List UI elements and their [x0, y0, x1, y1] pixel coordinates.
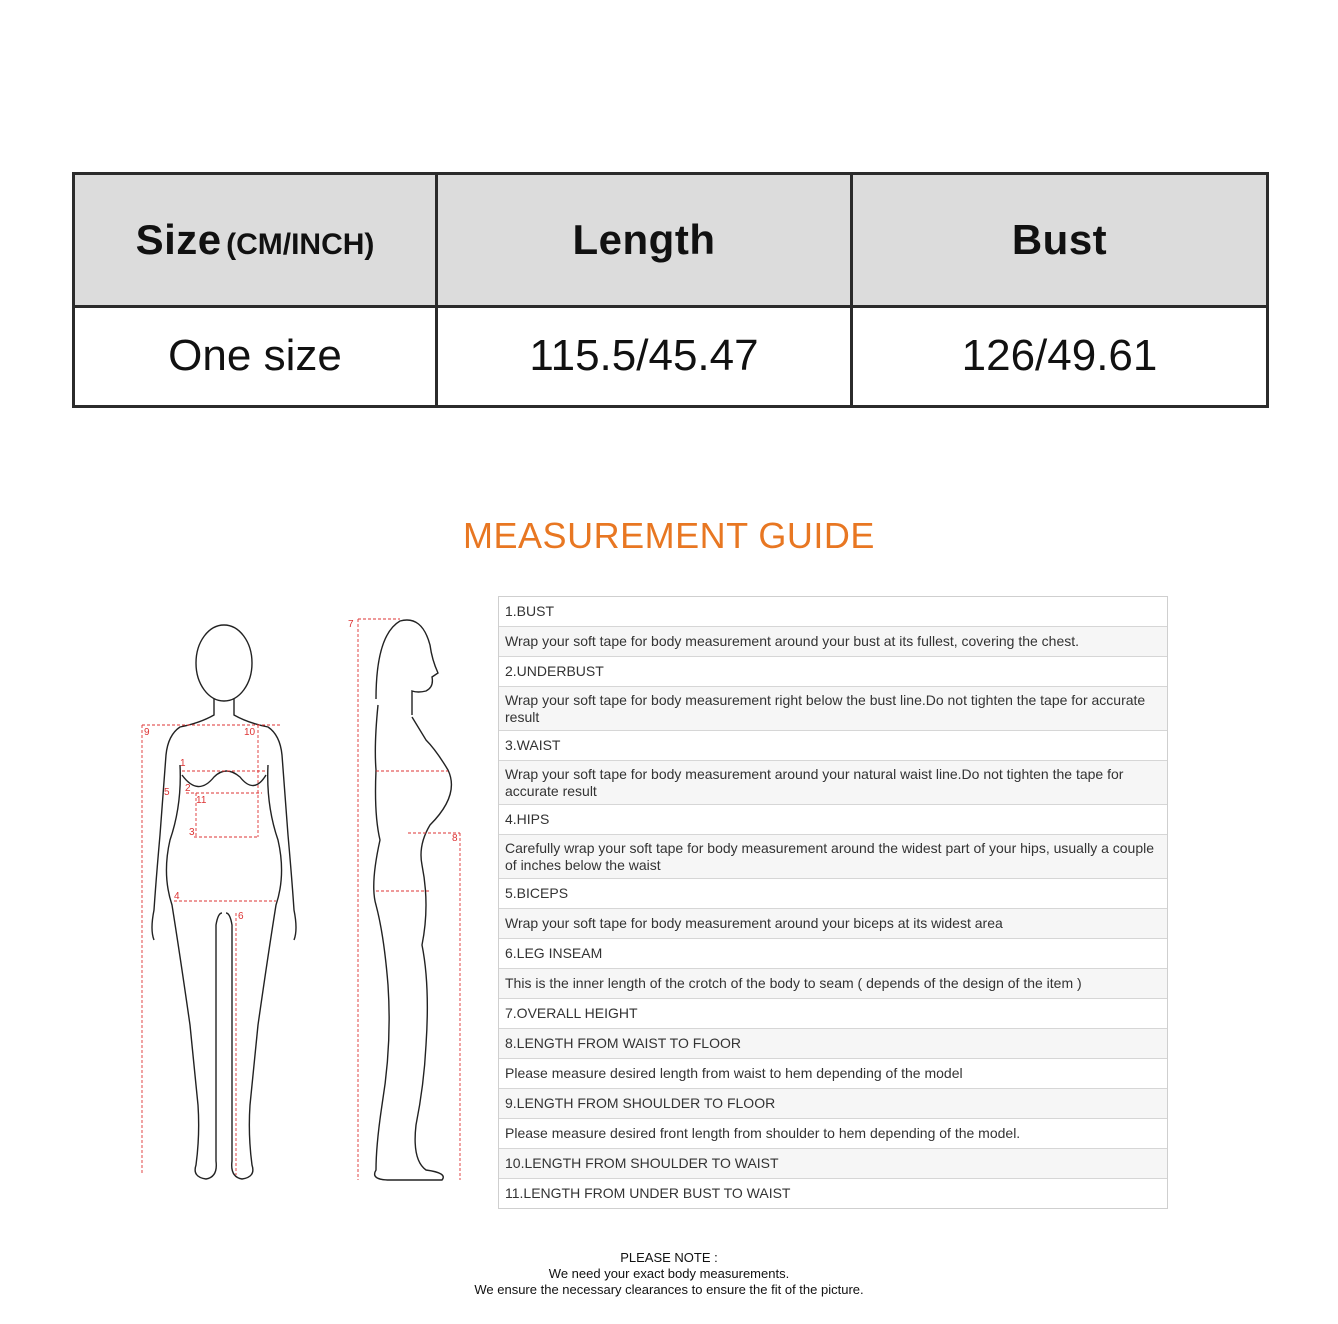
guide-text-biceps: Wrap your soft tape for body measurement around your biceps at its widest area	[499, 908, 1167, 938]
please-note	[0, 1250, 1338, 1298]
front-body-figure	[152, 625, 296, 1179]
guide-heading-shoulder-to-waist: 10.LENGTH FROM SHOULDER TO WAIST	[499, 1148, 1167, 1178]
size-table-row	[74, 306, 1268, 406]
length-cell	[437, 306, 852, 406]
size-table-header-row	[74, 174, 1268, 307]
guide-text-underbust: Wrap your soft tape for body measurement right below the bust line.Do not tighten the tape for accurate result	[499, 686, 1167, 730]
header-length-cell	[437, 174, 852, 307]
size-table	[72, 172, 1269, 408]
header-bust-cell	[852, 174, 1268, 307]
guide-heading-shoulder-to-floor: 9.LENGTH FROM SHOULDER TO FLOOR	[499, 1088, 1167, 1118]
guide-text-shoulder-to-floor: Please measure desired front length from shoulder to hem depending of the model.	[499, 1118, 1167, 1148]
guide-text-hips: Carefully wrap your soft tape for body measurement around the widest part of your hips, usually a couple of inches below the waist	[499, 834, 1167, 878]
guide-heading-bust: 1.BUST	[499, 597, 1167, 626]
note-title: PLEASE NOTE :	[620, 1250, 718, 1265]
guide-text-leg-inseam: This is the inner length of the crotch of the body to seam ( depends of the design of the item )	[499, 968, 1167, 998]
length-value: 115.5/45.47	[529, 331, 759, 381]
figure-label-4: 4	[174, 891, 180, 902]
header-size-cell	[74, 174, 437, 307]
header-size-unit: (CM/INCH)	[226, 227, 375, 261]
figure-label-3: 3	[189, 827, 195, 838]
guide-text-waist-to-floor: Please measure desired length from waist to hem depending of the model	[499, 1058, 1167, 1088]
guide-heading-underbust-to-waist: 11.LENGTH FROM UNDER BUST TO WAIST	[499, 1178, 1167, 1208]
header-bust-label: Bust	[1011, 215, 1108, 263]
figure-label-7: 7	[348, 619, 354, 630]
size-value: One size	[168, 331, 342, 381]
figure-label-6: 6	[238, 911, 244, 922]
size-cell	[74, 306, 437, 406]
header-length-label: Length	[572, 215, 716, 263]
figure-label-11: 11	[196, 795, 207, 806]
measurement-guide-list	[498, 596, 1168, 1209]
bust-value: 126/49.61	[961, 331, 1158, 381]
side-body-figure	[374, 620, 452, 1180]
figure-label-9: 9	[144, 727, 150, 738]
note-line-measurements: We need your exact body measurements.	[548, 1266, 790, 1281]
guide-heading-waist-to-floor: 8.LENGTH FROM WAIST TO FLOOR	[499, 1028, 1167, 1058]
guide-heading-biceps: 5.BICEPS	[499, 878, 1167, 908]
measurement-guide-title: MEASUREMENT GUIDE	[463, 515, 875, 556]
body-measurement-illustration	[130, 605, 480, 1195]
guide-heading-overall-height: 7.OVERALL HEIGHT	[499, 998, 1167, 1028]
figure-label-5: 5	[164, 787, 170, 798]
bust-cell	[852, 306, 1268, 406]
guide-heading-underbust: 2.UNDERBUST	[499, 656, 1167, 686]
guide-heading-hips: 4.HIPS	[499, 804, 1167, 834]
figure-label-10: 10	[244, 727, 256, 738]
figure-label-2: 2	[185, 783, 191, 794]
note-line-clearances: We ensure the necessary clearances to ensure the fit of the picture.	[474, 1282, 864, 1297]
guide-heading-waist: 3.WAIST	[499, 730, 1167, 760]
guide-text-bust: Wrap your soft tape for body measurement around your bust at its fullest, covering the chest.	[499, 626, 1167, 656]
guide-heading-leg-inseam: 6.LEG INSEAM	[499, 938, 1167, 968]
figure-label-8: 8	[452, 833, 458, 844]
figure-label-1: 1	[180, 758, 186, 769]
guide-text-waist: Wrap your soft tape for body measurement around your natural waist line.Do not tighten the tape for accurate result	[499, 760, 1167, 804]
header-size-label: Size	[135, 215, 222, 263]
